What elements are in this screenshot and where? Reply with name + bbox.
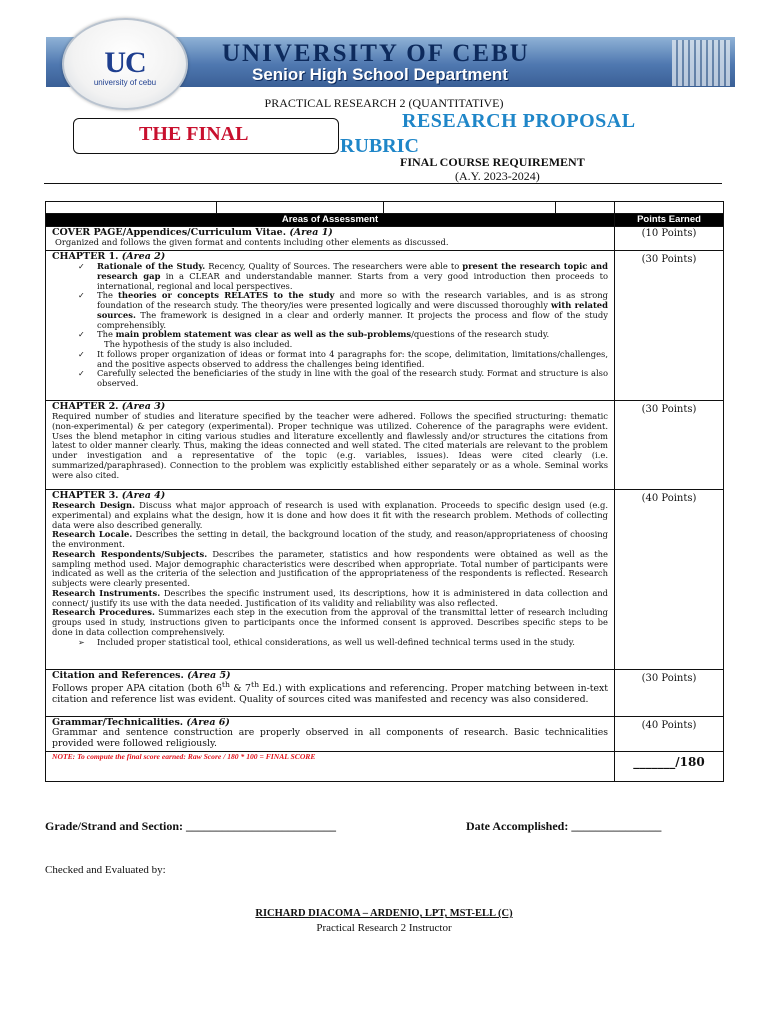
- grade-strand-label: Grade/Strand and Section: _________________________: [45, 819, 337, 833]
- total-score: _______/180: [615, 752, 724, 782]
- area-2-list-2: [52, 350, 608, 389]
- research-instruments-text: Research Instruments. Describes the specific instrument used, its descriptions, how it is administered in data collection and connect/ justify its use with the data needed. Justification of its validity and reliability was also reflected.: [52, 587, 608, 608]
- list-item: ✓ It follows proper organization of ideas or format into 4 paragraphs for: the scope, delimitation, limitations/challenges, and the positive aspects observed to address the challenges being identified.: [52, 350, 608, 370]
- table-row: [46, 717, 724, 752]
- table-row: [46, 401, 724, 490]
- area-5-text: Follows proper APA citation (both 6th & 7th Ed.) with explications and referencing. Proper matching between in-text citation and reference list was evident. Quality of sources cited was manifested and recency was also considered.: [52, 680, 608, 705]
- area-2-title: CHAPTER 1. (Area 2): [52, 251, 166, 262]
- area-6-points: (40 Points): [615, 717, 724, 752]
- score-note: NOTE: To compute the final score earned: Raw Score / 180 * 100 = FINAL SCORE: [52, 752, 316, 761]
- area-3-text: Required number of studies and literature specified by the teacher were adhered. Follows the specified structuring: thematic (non-experimental) & per category (experimental). Proper technique was utilized. Coherence of the paragraphs were evident. Uses the blend metaphor in citing various studies and literature excellently and flawlessly and/or structures the citations from latest to older manner clearly. Thus, making the ideas connected and well stated. The cited materials are relevant to the problem under investigation and a representative of the topic (e.g. variables, issues). Ideas were cited clearly (i.e. summarized/paraphrased). Connection to the problem was explicitly established either separately or as a whole. Seminal works were also cited.: [52, 411, 608, 480]
- final-label: THE FINAL: [139, 123, 249, 145]
- department-name: Senior High School Department: [252, 65, 508, 84]
- university-name: UNIVERSITY OF CEBU: [222, 40, 530, 67]
- title-research-proposal: RESEARCH PROPOSAL: [402, 110, 636, 132]
- area-2-list: [52, 262, 608, 340]
- area-3-cell: [46, 401, 615, 490]
- area-6-text: Grammar and sentence construction are properly observed in all components of research. Basic technicalities provided were followed religiously.: [52, 727, 608, 749]
- area-4-title: CHAPTER 3. (Area 4): [52, 490, 166, 501]
- requirement-label: FINAL COURSE REQUIREMENT: [400, 155, 585, 169]
- subject-title: PRACTICAL RESEARCH 2 (QUANTITATIVE): [264, 96, 504, 110]
- col-areas-header: Areas of Assessment: [46, 214, 615, 227]
- research-locale-text: Research Locale. Describes the setting in detail, the background location of the study, and reason/appropriateness of choosing the environment.: [52, 529, 608, 550]
- area-2-cell: [46, 251, 615, 401]
- academic-year: (A.Y. 2023-2024): [455, 169, 540, 183]
- area-3-title: CHAPTER 2. (Area 3): [52, 401, 166, 412]
- area-2-points: (30 Points): [615, 251, 724, 401]
- logo-mark: UC: [104, 46, 146, 79]
- blank-info-cell: [615, 202, 724, 214]
- area-4-points: (40 Points): [615, 490, 724, 670]
- date-accomplished-label: Date Accomplished: _______________: [466, 819, 662, 833]
- blank-info-row: [46, 202, 724, 214]
- research-respondents-text: Research Respondents/Subjects. Describes the parameter, statistics and how respondents were obtained as well as the sampling method used. Major demographic characteristics were described when appropriate. Total number of participants were indicated as well as the criteria of the selection and justification of the appropriateness of the respondents is reflected. Research subjects were clearly presented.: [52, 548, 608, 589]
- hypothesis-text: The hypothesis of the study is also included.: [104, 339, 293, 350]
- building-image: [672, 40, 730, 86]
- list-item: ✓ The theories or concepts RELATES to the study and more so with the research variables, and is as strong foundation of the research study. The theory/ies were presented logically and were discussed thoroughly with related sources. The framework is designed in a clear and orderly manner. It projects the process and flow of the study comprehensibly.: [52, 291, 608, 330]
- header-divider: [44, 183, 722, 184]
- list-item: ✓ Rationale of the Study. Recency, Quality of Sources. The researchers were able to present the research topic and research gap in a CLEAR and understandable manner. Starts from a very good introduction then proceeds to international, regional and local perspectives.: [52, 262, 608, 291]
- area-5-cell: [46, 670, 615, 717]
- area-1-cell: [46, 227, 615, 251]
- table-row: [46, 670, 724, 717]
- area-1-text: Organized and follows the given format and contents including other elements as discussed.: [55, 237, 449, 248]
- table-header-row: [46, 214, 724, 227]
- table-row: [46, 251, 724, 401]
- research-design-text: Research Design. Discuss what major approach of research is used with explanation. Proceeds to specific design used (e.g. experimental) and explains what the design, how it is done and how does it fit with the research problem. Methods of collecting data were also described generally.: [52, 500, 609, 530]
- table-row: [46, 752, 724, 782]
- rubric-table: [45, 201, 724, 782]
- logo-subtitle: university of cebu: [93, 78, 157, 87]
- area-1-title: COVER PAGE/Appendices/Curriculum Vitae. (Area 1): [52, 227, 333, 238]
- list-item: ➢ Included proper statistical tool, ethical considerations, as well us well-defined technical terms used in the study.: [52, 638, 608, 648]
- area-6-cell: [46, 717, 615, 752]
- list-item: ✓ The main problem statement was clear as well as the sub-problems/questions of the research study.: [52, 330, 608, 340]
- col-points-header: Points Earned: [615, 214, 724, 227]
- area-4-cell: [46, 490, 615, 670]
- blank-info-cells: [46, 202, 615, 214]
- area-6-title: Grammar/Technicalities. (Area 6): [52, 717, 230, 728]
- title-rubric: RUBRIC: [340, 135, 419, 157]
- checked-by-label: Checked and Evaluated by:: [45, 864, 166, 876]
- research-procedures-text: Research Procedures. Summarizes each step in the execution from the approval of the transmittal letter of research including groups used in study, instructions given to participants once the informed consent is approved. Describes specific steps to be done in data collection comprehensively.: [52, 607, 608, 637]
- area-5-title: Citation and References. (Area 5): [52, 670, 231, 681]
- area-5-points: (30 Points): [615, 670, 724, 717]
- area-3-points: (30 Points): [615, 401, 724, 490]
- list-item: ✓ Carefully selected the beneficiaries of the study in line with the goal of the research study. Format and structure is also observed.: [52, 369, 608, 389]
- instructor-name: RICHARD DIACOMA – ARDENIO, LPT, MST-ELL (C): [255, 908, 513, 919]
- area-4-list: [52, 638, 608, 648]
- table-row: [46, 227, 724, 251]
- note-cell: [46, 752, 615, 782]
- area-1-points: (10 Points): [615, 227, 724, 251]
- table-row: [46, 490, 724, 670]
- instructor-title: Practical Research 2 Instructor: [316, 922, 452, 934]
